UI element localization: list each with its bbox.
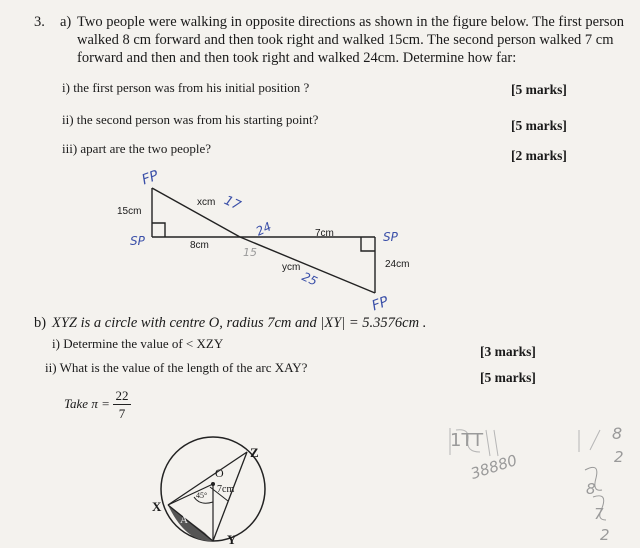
hand-17: 17 <box>221 193 243 214</box>
fraction-bar <box>113 404 131 405</box>
hand-sp-left: SP <box>130 234 145 248</box>
label-ycm: ycm <box>282 262 301 273</box>
label-15cm: 15cm <box>117 206 142 217</box>
margin-note-1: 1TT <box>450 430 484 451</box>
hand-24: 24 <box>253 219 274 239</box>
margin-note-2: 38880 <box>468 451 520 483</box>
label-7cm: 7cm <box>315 228 334 239</box>
hand-15: 15 <box>243 246 257 259</box>
pi-numerator: 22 <box>115 388 129 403</box>
item-b-i-marks: [3 marks] <box>480 344 536 359</box>
label-8cm: 8cm <box>190 240 209 251</box>
hand-fp-bottom: FP <box>369 293 391 315</box>
part-a-label: a) <box>60 14 72 30</box>
item-b-ii: ii) What is the value of the length of the arc XAY? <box>45 360 308 375</box>
margin-note-3: 8 <box>612 424 623 443</box>
margin-note-6: 7 <box>594 505 604 523</box>
circle-label-z: Z <box>250 445 259 460</box>
part-a-line-1: Two people were walking in opposite directions as shown in the figure below. The first person <box>77 14 625 30</box>
hand-sp-right: SP <box>383 230 398 244</box>
chord-xz <box>168 452 247 505</box>
hand-fp-top: FP <box>139 167 161 189</box>
pi-denominator: 7 <box>118 406 126 421</box>
item-a-i: i) the first person was from his initial position ? <box>62 80 310 95</box>
question-number: 3. <box>34 14 45 30</box>
left-right-angle <box>152 223 165 237</box>
take-pi-label: Take π = <box>64 396 110 411</box>
item-a-i-marks: [5 marks] <box>511 82 567 97</box>
hand-25: 25 <box>299 269 320 289</box>
right-right-angle <box>361 237 375 251</box>
circle-label-o: O <box>215 466 224 480</box>
circle-label-radius: 7cm <box>217 484 235 495</box>
item-b-ii-marks: [5 marks] <box>480 370 536 385</box>
circle-label-y: Y <box>227 532 237 547</box>
item-a-ii: ii) the second person was from his starting point? <box>62 112 319 127</box>
part-b-line: XYZ is a circle with centre O, radius 7cm and |XY| = 5.3576cm . <box>52 315 427 331</box>
item-a-iii: iii) apart are the two people? <box>62 141 212 156</box>
circle-label-angle: 45° <box>196 491 208 500</box>
item-a-ii-marks: [5 marks] <box>511 118 567 133</box>
circle-label-a: A <box>180 514 188 526</box>
centre-point <box>211 482 215 486</box>
margin-note-5: 8 <box>586 480 596 498</box>
item-b-i: i) Determine the value of < XZY <box>52 336 224 351</box>
label-xcm: xcm <box>197 197 216 208</box>
part-a-line-3: forward and then and then took right and walked 24cm. Determine how far: <box>77 50 517 66</box>
item-a-iii-marks: [2 marks] <box>511 148 567 163</box>
margin-note-7: 2 <box>600 526 610 544</box>
margin-note-4: 2 <box>614 448 624 466</box>
part-a-line-2: walked 8 cm forward and then took right and walked 15cm. The second person walked 7 cm <box>77 32 614 48</box>
circle-label-x: X <box>152 499 162 514</box>
part-b-label: b) <box>34 315 47 331</box>
label-24cm: 24cm <box>385 259 410 270</box>
